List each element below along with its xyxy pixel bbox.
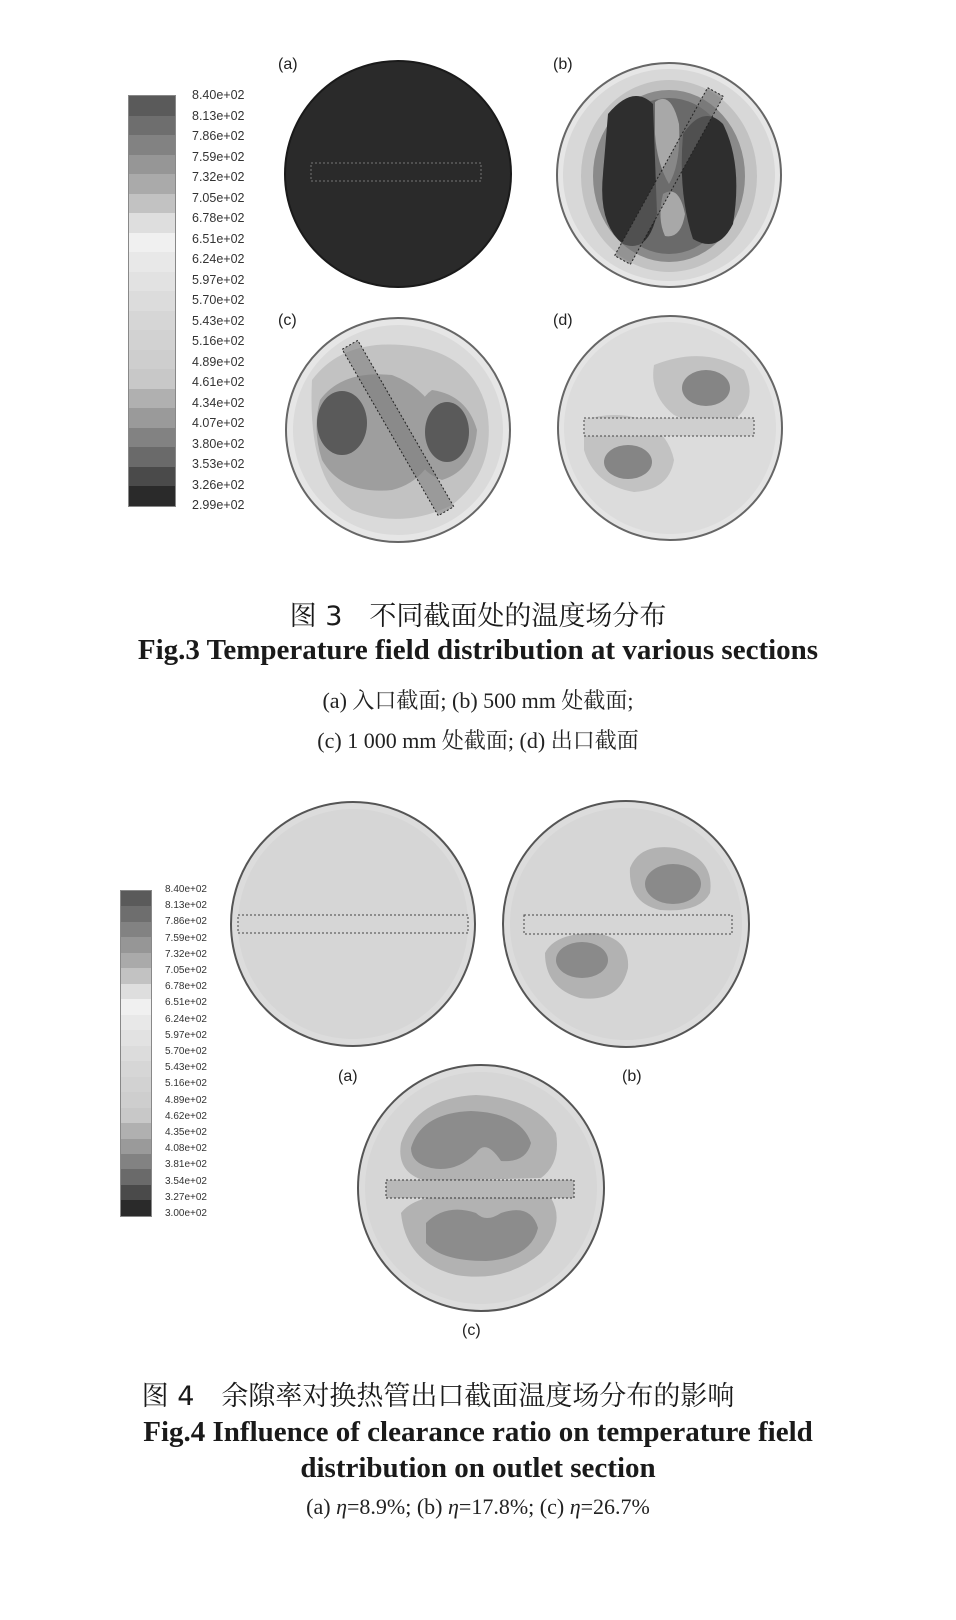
scale-label: 4.89e+02 bbox=[192, 354, 245, 369]
scale-swatch bbox=[121, 1092, 151, 1107]
scale-swatch bbox=[121, 922, 151, 937]
scale-swatch bbox=[121, 1169, 151, 1184]
scale-swatch bbox=[121, 1200, 151, 1215]
scale-swatch bbox=[121, 968, 151, 983]
scale-swatch bbox=[121, 984, 151, 999]
fig3-color-scale bbox=[128, 95, 176, 507]
eta-symbol-a: η bbox=[336, 1494, 347, 1519]
scale-label: 7.32e+02 bbox=[165, 948, 207, 960]
fig4-color-scale bbox=[120, 890, 152, 1217]
scale-label: 3.26e+02 bbox=[192, 477, 245, 492]
scale-swatch bbox=[129, 447, 175, 467]
scale-swatch bbox=[129, 155, 175, 175]
scale-swatch bbox=[129, 252, 175, 272]
fig3-scale-labels bbox=[192, 88, 272, 518]
fig4-section-b bbox=[500, 798, 752, 1050]
scale-label: 5.70e+02 bbox=[165, 1046, 207, 1057]
scale-label: 5.16e+02 bbox=[192, 334, 245, 348]
scale-swatch bbox=[121, 1046, 151, 1061]
scale-swatch bbox=[129, 330, 175, 350]
scale-label: 4.34e+02 bbox=[192, 395, 245, 410]
fig4-panel-label-a: (a) bbox=[338, 1068, 358, 1085]
scale-label: 3.81e+02 bbox=[165, 1159, 207, 1171]
scale-swatch bbox=[129, 408, 175, 428]
scale-swatch bbox=[129, 96, 175, 116]
fig4-sub-a-value: =8.9%; bbox=[346, 1494, 417, 1519]
scale-swatch bbox=[121, 1123, 151, 1138]
scale-swatch bbox=[129, 389, 175, 409]
scale-swatch bbox=[129, 213, 175, 233]
scale-label: 7.59e+02 bbox=[165, 932, 207, 944]
scale-label: 7.32e+02 bbox=[192, 170, 245, 184]
fig3-caption-en: Fig.3 Temperature field distribution at various sections bbox=[137, 634, 819, 666]
scale-swatch bbox=[121, 937, 151, 952]
scale-label: 8.13e+02 bbox=[192, 108, 245, 123]
fig4-sub-c-label: (c) bbox=[539, 1494, 570, 1519]
fig4-caption-cn: 图 4 余隙率对换热管出口截面温度场分布的影响 bbox=[141, 1381, 735, 1412]
fig4-sub-c-value: =26.7% bbox=[580, 1494, 650, 1519]
scale-label: 5.97e+02 bbox=[165, 1029, 207, 1041]
fig3-section-c bbox=[282, 320, 514, 542]
scale-swatch bbox=[121, 891, 151, 906]
scale-label: 4.08e+02 bbox=[165, 1143, 207, 1155]
scale-label: 3.53e+02 bbox=[192, 457, 245, 471]
scale-label: 8.40e+02 bbox=[165, 884, 207, 895]
scale-label: 7.86e+02 bbox=[165, 916, 207, 928]
fig3-section-b bbox=[553, 64, 785, 286]
scale-label: 4.62e+02 bbox=[165, 1110, 207, 1122]
scale-label: 7.05e+02 bbox=[192, 190, 245, 205]
fig4-caption-en-line2: distribution on outlet section bbox=[300, 1452, 656, 1484]
scale-label: 4.35e+02 bbox=[165, 1127, 207, 1138]
scale-label: 4.89e+02 bbox=[165, 1094, 207, 1106]
fig4-sub-a-label: (a) bbox=[306, 1494, 337, 1519]
fig3-panel-label-d: (d) bbox=[553, 312, 573, 329]
scale-label: 8.13e+02 bbox=[165, 900, 207, 912]
fig4-section-c bbox=[356, 1063, 608, 1313]
fig4-panel-label-b: (b) bbox=[622, 1068, 642, 1085]
fig3-subcaption-line1: (a) 入口截面; (b) 500 mm 处截面; bbox=[322, 688, 634, 713]
fig4-sub-b-label: (b) bbox=[416, 1494, 448, 1519]
scale-swatch bbox=[129, 291, 175, 311]
scale-swatch bbox=[129, 194, 175, 214]
fig3-panel-label-c: (c) bbox=[278, 312, 297, 329]
fig4-scale-labels bbox=[165, 884, 225, 1224]
scale-swatch bbox=[129, 369, 175, 389]
scale-swatch bbox=[121, 1061, 151, 1076]
scale-label: 6.78e+02 bbox=[165, 981, 207, 993]
scale-swatch bbox=[121, 1108, 151, 1123]
scale-label: 6.24e+02 bbox=[192, 252, 245, 266]
scale-swatch bbox=[121, 1030, 151, 1045]
fig4-subcaption bbox=[0, 1494, 956, 1520]
scale-swatch bbox=[121, 1139, 151, 1154]
scale-label: 7.86e+02 bbox=[192, 129, 245, 143]
scale-swatch bbox=[129, 233, 175, 253]
scale-label: 6.78e+02 bbox=[192, 211, 245, 225]
scale-label: 3.80e+02 bbox=[192, 436, 245, 451]
fig4-sub-b-value: =17.8%; bbox=[458, 1494, 540, 1519]
scale-swatch bbox=[129, 116, 175, 136]
scale-label: 8.40e+02 bbox=[192, 88, 245, 102]
fig4-section-a bbox=[228, 800, 478, 1050]
scale-swatch bbox=[121, 1077, 151, 1092]
scale-label: 6.24e+02 bbox=[165, 1013, 207, 1025]
scale-label: 7.05e+02 bbox=[165, 965, 207, 976]
fig3-section-a bbox=[280, 62, 520, 292]
scale-swatch bbox=[129, 135, 175, 155]
scale-label: 5.97e+02 bbox=[192, 272, 245, 287]
scale-label: 4.61e+02 bbox=[192, 375, 245, 389]
scale-label: 4.07e+02 bbox=[192, 416, 245, 430]
fig4-caption-en-line1: Fig.4 Influence of clearance ratio on temperature field bbox=[143, 1416, 813, 1448]
scale-label: 6.51e+02 bbox=[192, 231, 245, 246]
scale-swatch bbox=[121, 999, 151, 1014]
scale-label: 6.51e+02 bbox=[165, 997, 207, 1009]
scale-label: 5.16e+02 bbox=[165, 1078, 207, 1090]
scale-swatch bbox=[129, 311, 175, 331]
scale-swatch bbox=[129, 486, 175, 506]
scale-label: 2.99e+02 bbox=[192, 498, 245, 512]
scale-label: 5.70e+02 bbox=[192, 293, 245, 307]
scale-swatch bbox=[121, 1015, 151, 1030]
fig3-caption-cn: 图 3 不同截面处的温度场分布 bbox=[289, 601, 667, 632]
scale-swatch bbox=[129, 428, 175, 448]
scale-swatch bbox=[129, 174, 175, 194]
scale-swatch bbox=[121, 906, 151, 921]
fig3-subcaption-line2: (c) 1 000 mm 处截面; (d) 出口截面 bbox=[317, 728, 639, 753]
fig4-panel-label-c: (c) bbox=[462, 1322, 481, 1339]
eta-symbol-c: η bbox=[569, 1494, 581, 1519]
scale-swatch bbox=[129, 350, 175, 370]
scale-swatch bbox=[121, 1154, 151, 1169]
eta-symbol-b: η bbox=[448, 1494, 459, 1519]
scale-label: 3.00e+02 bbox=[165, 1208, 207, 1219]
scale-swatch bbox=[129, 272, 175, 292]
scale-label: 5.43e+02 bbox=[165, 1062, 207, 1074]
fig3-panel-label-a: (a) bbox=[278, 56, 298, 73]
scale-swatch bbox=[129, 467, 175, 487]
fig3-panel-label-b: (b) bbox=[553, 56, 573, 73]
fig3-section-d bbox=[554, 320, 786, 542]
scale-swatch bbox=[121, 1185, 151, 1200]
scale-label: 5.43e+02 bbox=[192, 313, 245, 328]
scale-label: 7.59e+02 bbox=[192, 149, 245, 164]
scale-label: 3.54e+02 bbox=[165, 1175, 207, 1187]
scale-label: 3.27e+02 bbox=[165, 1191, 207, 1203]
scale-swatch bbox=[121, 953, 151, 968]
